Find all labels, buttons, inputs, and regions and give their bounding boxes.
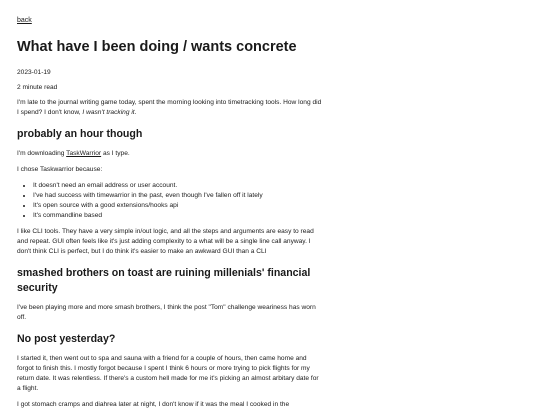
smash-paragraph: I've been playing more and more smash brothers, I think the post "Tom" challenge weariness has worn off. — [17, 304, 316, 321]
cramps-paragraph: I got stomach cramps and diahrea later at night, I don't know if it was the meal I cooked in the — [17, 401, 290, 408]
cli-paragraph: I like CLI tools. They have a very simple in/out logic, and all the steps and arguments are easy to read and repeat. GUI often feels like it's just adding complexity to a what will be a single line call anyway. I don't think CLI is perfect, but I do think it's easier to make an awkward GUI than a CLI — [17, 228, 314, 255]
intro-end: . — [134, 109, 137, 116]
section-heading-no-post: No post yesterday? — [17, 333, 116, 345]
post-title: What have I been doing / wants concrete — [17, 39, 297, 55]
read-time: 2 minute read — [17, 84, 58, 91]
reasons-list — [17, 181, 322, 221]
taskwarrior-paragraph — [17, 149, 322, 159]
list-item: • I've had success with timewarrior in the past, even though I've fallen off it lately — [33, 191, 322, 201]
intro-paragraph — [17, 98, 322, 118]
section-heading-smash: smashed brothers on toast are ruining millenials' financial security — [17, 267, 311, 294]
intro-emphasis: I wasn't tracking it — [82, 109, 135, 116]
taskwarrior-link[interactable]: TaskWarrior — [66, 150, 102, 157]
reasons-intro: I chose Taskwarrior because: — [17, 166, 103, 173]
flight-paragraph: I started it, then went out to spa and sauna with a friend for a couple of hours, then came home and forgot to finish this. I mostly forgot because I spent I think 6 hours or more trying to pick flights for my return date. It was relentless. If there's a custom hell made for me it's picking an almost arbitary date for a flight. — [17, 355, 319, 392]
list-item: • It's commandline based — [33, 211, 322, 221]
back-link[interactable]: back — [17, 17, 32, 24]
post-date: 2023-01-19 — [17, 69, 51, 76]
paragraph-text: as I type. — [101, 150, 130, 157]
list-item: • It's open source with a good extensions/hooks api — [33, 201, 322, 211]
list-item: • It doesn't need an email address or user account. — [33, 181, 322, 191]
paragraph-text: I'm downloading — [17, 150, 67, 157]
intro-text: I'm late to the journal writing game today, spent the morning looking into timetracking tools. How long did I spend? I don't know, — [17, 99, 322, 116]
section-heading-hour: probably an hour though — [17, 128, 143, 140]
